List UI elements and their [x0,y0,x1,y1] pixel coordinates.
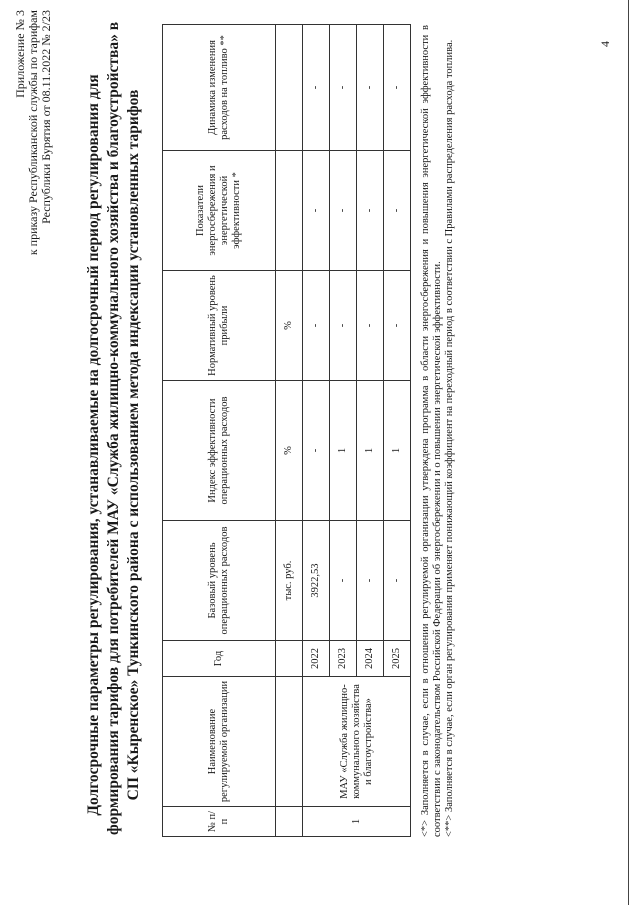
footnotes [420,25,456,837]
cell-profit: - [330,271,357,381]
table-row [303,25,330,837]
header-year: Год [163,641,276,677]
cell-year: 2023 [330,641,357,677]
appendix-line-1: Приложение № 3 [13,10,27,98]
title-line-1: Долгосрочные параметры регулирования, устанавливаемые на долгосрочный период регулирования для [85,74,102,816]
document-title [84,21,144,835]
appendix-line-3: Республики Бурятия от 08.11.2022 № 2/23 [39,10,53,224]
title-line-2: формирования тарифов для потребителей МАУ «Служба жилищно-коммунального хозяйства и благоустройства» в [105,21,122,835]
appendix-line-2: к приказу Республиканской службы по тарифам [26,10,40,256]
cell-base: - [357,521,384,641]
units-row [276,25,303,837]
cell-base: - [384,521,411,641]
header-energy: Показатели энергосбережения и энергетической эффективности * [163,151,276,271]
header-profit: Нормативный уровень прибыли [163,271,276,381]
units-energy [276,151,303,271]
scan-edge-line [628,0,629,905]
appendix-header [14,10,53,275]
footnote-2: <**> Заполняется в случае, если орган регулирования применяет понижающий коэффициент на переходный период в соответствии с Правилами распределения расхода топлива. [444,39,455,837]
units-profit: % [276,271,303,381]
cell-energy: - [384,151,411,271]
cell-base: 3922,53 [303,521,330,641]
cell-index: - [303,381,330,521]
header-org: Наименование регулируемой организации [163,677,276,807]
cell-profit: - [384,271,411,381]
cell-profit: - [357,271,384,381]
header-num: № п/п [163,807,276,837]
cell-energy: - [303,151,330,271]
units-index: % [276,381,303,521]
units-year [276,641,303,677]
title-line-3: СП «Кыренское» Тункинского района с использованием метода индексации установленных тарифов [125,89,142,801]
cell-energy: - [357,151,384,271]
header-base: Базовый уровень операционных расходов [163,521,276,641]
cell-fuel: - [330,25,357,151]
row-num: 1 [303,807,411,837]
cell-profit: - [303,271,330,381]
cell-index: 1 [357,381,384,521]
cell-energy: - [330,151,357,271]
units-base: тыс. руб. [276,521,303,641]
header-index: Индекс эффективности операционных расходов [163,381,276,521]
cell-year: 2024 [357,641,384,677]
footnote-1: <*> Заполняется в случае, если в отношении регулируемой организации утверждена программа в области энергосбережения и повышения энергетической эффективности в соответствии с законодательством Российской Федерации об энергосбережении и о повышении энергетической эффективности. [420,25,443,837]
cell-fuel: - [357,25,384,151]
header-row [163,25,276,837]
units-org [276,677,303,807]
cell-fuel: - [384,25,411,151]
org-name: МАУ «Служба жилищно-коммунального хозяйства и благоустройства» [303,677,411,807]
cell-year: 2025 [384,641,411,677]
units-num [276,807,303,837]
parameters-table [162,24,411,837]
cell-index: 1 [384,381,411,521]
cell-index: 1 [330,381,357,521]
cell-base: - [330,521,357,641]
cell-fuel: - [303,25,330,151]
cell-year: 2022 [303,641,330,677]
units-fuel [276,25,303,151]
header-fuel: Динамика изменения расходов на топливо ** [163,25,276,151]
page-number: 4 [598,41,612,47]
